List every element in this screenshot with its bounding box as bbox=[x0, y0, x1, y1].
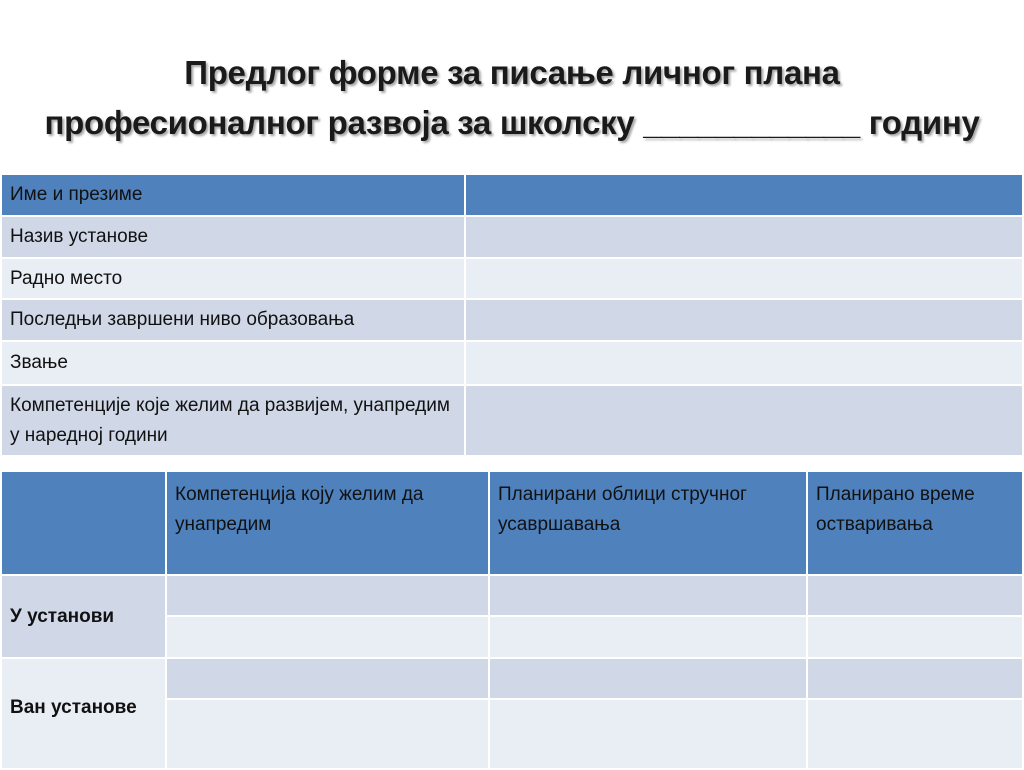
table-row bbox=[1, 575, 1023, 616]
row-value-position[interactable] bbox=[465, 258, 1023, 299]
header-competency: Компетенција коју желим да унапредим bbox=[166, 471, 489, 575]
table-cell[interactable] bbox=[166, 658, 489, 699]
row-label-competencies: Компетенције које желим да развијем, унапредим у наредној години bbox=[1, 385, 465, 456]
header-corner bbox=[1, 471, 166, 575]
table-cell[interactable] bbox=[807, 658, 1023, 699]
row-value-title[interactable] bbox=[465, 341, 1023, 385]
group-label-in-institution: У установи bbox=[1, 575, 166, 658]
header-training-forms: Планирани облици стручног усавршавања bbox=[489, 471, 807, 575]
personal-info-table bbox=[0, 173, 1024, 457]
table-cell[interactable] bbox=[166, 616, 489, 658]
row-value-institution[interactable] bbox=[465, 216, 1023, 258]
table-cell[interactable] bbox=[489, 575, 807, 616]
table-cell[interactable] bbox=[166, 699, 489, 769]
table-cell[interactable] bbox=[489, 616, 807, 658]
row-value-education[interactable] bbox=[465, 299, 1023, 341]
table-row bbox=[1, 658, 1023, 699]
table-row bbox=[1, 385, 1023, 456]
title-line-2: професионалног развоја за школску ____________ годину bbox=[44, 104, 980, 141]
row-label-institution: Назив установе bbox=[1, 216, 465, 258]
table-row bbox=[1, 258, 1023, 299]
table-cell[interactable] bbox=[489, 658, 807, 699]
row-value-competencies[interactable] bbox=[465, 385, 1023, 456]
table-cell[interactable] bbox=[807, 699, 1023, 769]
row-value-name[interactable] bbox=[465, 174, 1023, 216]
row-label-position: Радно место bbox=[1, 258, 465, 299]
table-cell[interactable] bbox=[807, 575, 1023, 616]
row-label-name: Име и презиме bbox=[1, 174, 465, 216]
page-title bbox=[0, 48, 1024, 148]
row-label-education: Последњи завршени ниво образовања bbox=[1, 299, 465, 341]
table-row bbox=[1, 341, 1023, 385]
group-label-outside-institution: Ван установе bbox=[1, 658, 166, 769]
header-planned-time: Планирано време остваривања bbox=[807, 471, 1023, 575]
table-row bbox=[1, 216, 1023, 258]
table-header-row bbox=[1, 471, 1023, 575]
table-cell[interactable] bbox=[807, 616, 1023, 658]
title-line-1: Предлог форме за писање личног плана bbox=[184, 54, 840, 91]
table-cell[interactable] bbox=[166, 575, 489, 616]
table-cell[interactable] bbox=[489, 699, 807, 769]
row-label-title: Звање bbox=[1, 341, 465, 385]
development-plan-table bbox=[0, 470, 1024, 770]
table-row bbox=[1, 174, 1023, 216]
table-row bbox=[1, 299, 1023, 341]
